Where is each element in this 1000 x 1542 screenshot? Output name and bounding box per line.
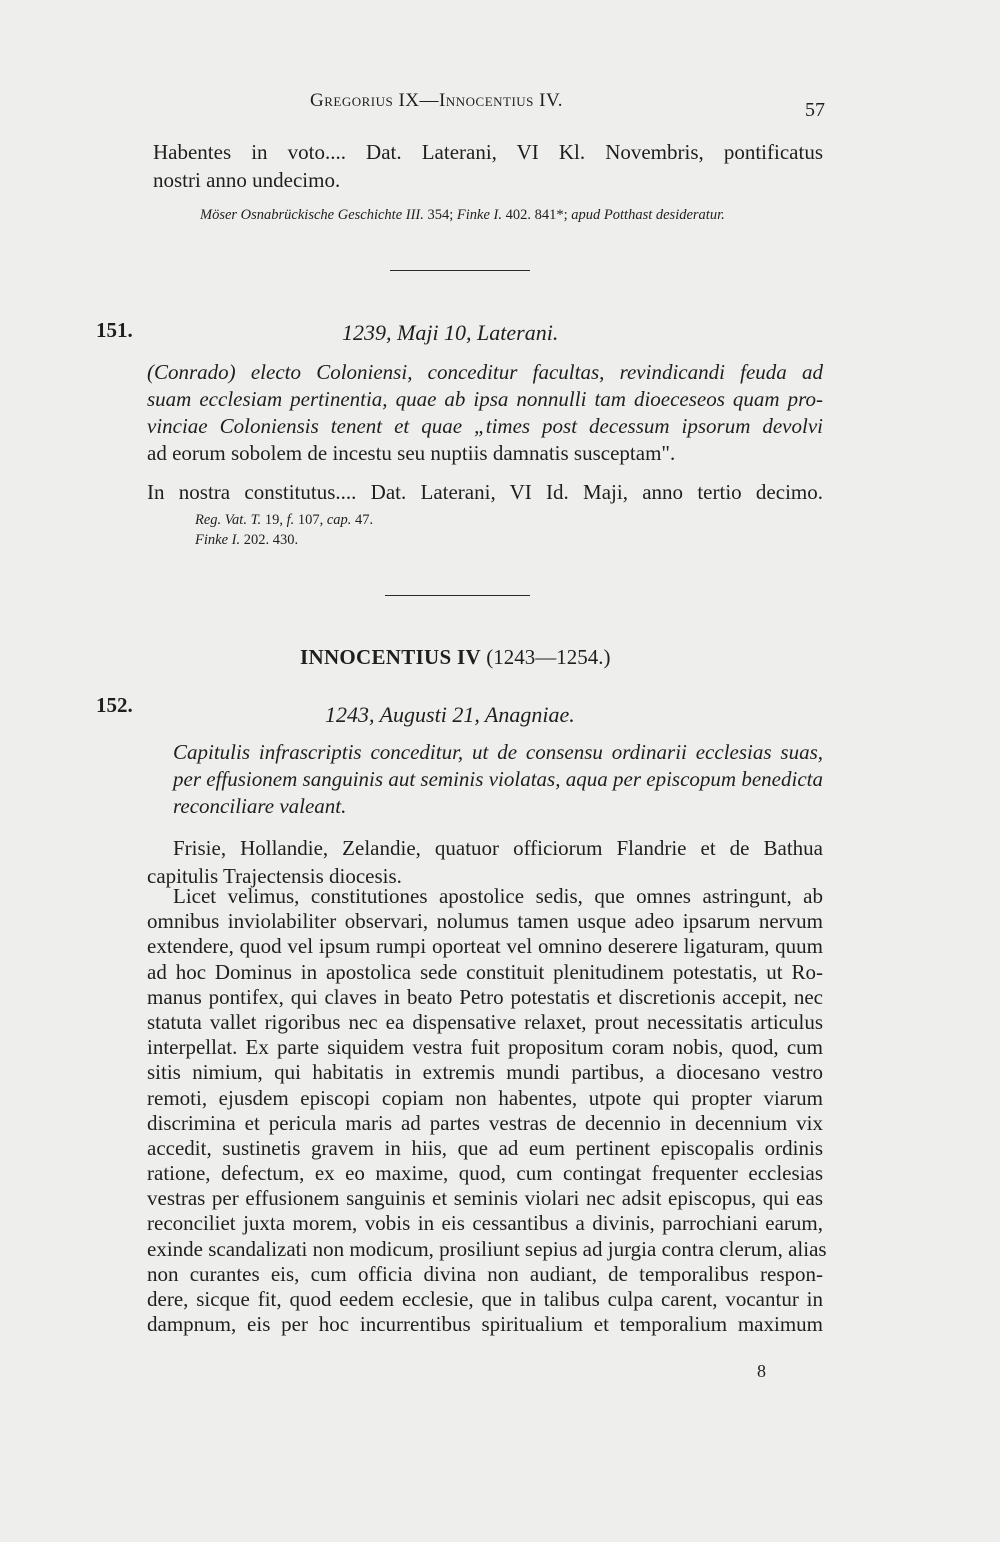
body-line: exinde scandalizati non modicum, prosiliunt sepius ad jurgia contra clerum, alias <box>147 1236 827 1261</box>
entry-summary <box>147 360 823 414</box>
intro-reference <box>200 207 725 224</box>
body-line: Licet velimus, constitutiones apostolice sedis, que omnes astringunt, ab <box>173 884 823 908</box>
ref-text: 202. 430. <box>243 532 299 548</box>
ref-finke: Finke I. <box>456 207 502 223</box>
body-line: extendere, quod vel ipsum rumpi oporteat vel omnino deserere ligaturam, quum <box>147 934 823 959</box>
summary-line: Capitulis infrascriptis conceditur, ut de consensu ordinarii ecclesias suas, <box>173 740 823 764</box>
summary-line: (Conrado) electo Coloniensi, conceditur facultas, revindicandi feuda ad <box>147 360 823 384</box>
page-number: 57 <box>805 99 825 121</box>
body-line: remoti, ejusdem episcopi copiam non habentes, utpote qui propter viarum <box>147 1085 823 1110</box>
intro-line: Habentes in voto.... Dat. Laterani, VI Kl. Novembris, pontificatus <box>153 140 823 164</box>
section-years: (1243—1254.) <box>486 645 611 669</box>
entry-date: 1239, Maji 10, Laterani. <box>342 320 559 345</box>
ref-text: 354; <box>427 207 454 223</box>
ref-text: 402. 841*; <box>505 207 568 223</box>
body-line: discrimina et pericula maris ad partes vestras de decennio in decennium vix <box>147 1110 823 1135</box>
summary-line: ad eorum sobolem de incestu seu nuptiis damnatis susceptam". <box>147 441 676 465</box>
entry-date: 1243, Augusti 21, Anagniae. <box>325 702 575 727</box>
ref-apud: apud Potthast desideratur. <box>571 207 725 223</box>
summary-line <box>147 414 823 441</box>
body-line: vestras per effusionem sanguinis et seminis violari nec adsit episcopus, qui eas <box>147 1186 823 1211</box>
ref-f: f. <box>286 512 295 528</box>
body-line: dampnum, eis per hoc incurrentibus spiritualium et temporalium maximum <box>147 1312 823 1337</box>
ref-text: 19, <box>264 512 283 528</box>
summary-text: vinciae Coloniensis tenent et quae „times post decessum ipsorum devolvi <box>147 414 823 438</box>
ref-text: 47. <box>355 512 374 528</box>
ref-label: Reg. Vat. T. <box>195 512 262 528</box>
body-line: statuta vallet rigoribus nec ea dispensative relaxet, prout necessitatis articulus <box>147 1009 823 1034</box>
summary-line: suam ecclesiam pertinentia, quae ab ipsa nonnulli tam dioeceseos quam pro- <box>147 387 823 411</box>
body-line: ad hoc Dominus in apostolica sede constituit plenitudinem potestatis, ut Ro- <box>147 959 823 984</box>
entry-summary <box>173 740 823 821</box>
ref-text: 107, <box>297 512 324 528</box>
ref-title: Möser Osnabrückische Geschichte III. <box>200 207 424 223</box>
summary-line: reconciliare valeant. <box>173 794 347 818</box>
body-line: omnibus inviolabiliter observari, nolumus tamen usque adeo ipsarum nervum <box>147 909 823 934</box>
entry-summary-cont <box>147 414 823 468</box>
body-line: dere, sicque fit, quod eedem ecclesie, que in talibus culpa carent, vocantur in <box>147 1287 823 1311</box>
section-heading <box>300 645 611 670</box>
running-head: Gregorius IX—Innocentius IV. <box>310 90 564 111</box>
signature-mark: 8 <box>757 1361 766 1381</box>
ref-cap: cap. <box>326 512 352 528</box>
body-line: interpellat. Ex parte siquidem vestra fuit propositum coram nobis, quod, cum <box>147 1035 823 1060</box>
body-line: sitis nimium, qui habitatis in extremis mundi partibus, a diocesano vestro <box>147 1060 823 1085</box>
incipit-line: In nostra constitutus.... Dat. Laterani, VI Id. Maji, anno tertio decimo. <box>147 480 823 504</box>
ref-label: Finke I. <box>195 532 241 548</box>
body-line: accedit, sustinetis gravem in hiis, que ad eum pertinent episcopalis ordinis <box>147 1135 823 1160</box>
entry-incipit <box>147 480 823 505</box>
body-line: non curantes eis, cum officia divina non audiant, de temporalibus respon- <box>147 1261 823 1286</box>
entry-number: 152. <box>96 693 133 717</box>
body-line: ratione, defectum, ex eo maxime, quod, cum contingat frequenter ecclesias <box>147 1161 823 1186</box>
separator-rule <box>390 270 530 271</box>
body-line: manus pontifex, qui claves in beato Petro potestatis et discretionis accepit, nec <box>147 984 823 1009</box>
summary-line: per effusionem sanguinis aut seminis violatas, aqua per episcopum benedicta <box>173 767 823 791</box>
address-line: Frisie, Hollandie, Zelandie, quatuor officiorum Flandrie et de Bathua <box>173 836 823 860</box>
entry-body <box>147 884 827 1337</box>
body-line: reconciliet juxta morem, vobis in eis cessantibus a divinis, parrochiani earum, <box>147 1211 823 1236</box>
intro-text <box>153 140 823 196</box>
address-line: capitulis Trajectensis diocesis. <box>147 864 402 888</box>
section-title: INNOCENTIUS IV <box>300 645 481 669</box>
separator-rule <box>385 595 530 596</box>
entry-number: 151. <box>96 318 133 342</box>
intro-line: nostri anno undecimo. <box>153 168 341 192</box>
entry-reference <box>195 532 298 549</box>
entry-reference <box>195 512 373 529</box>
